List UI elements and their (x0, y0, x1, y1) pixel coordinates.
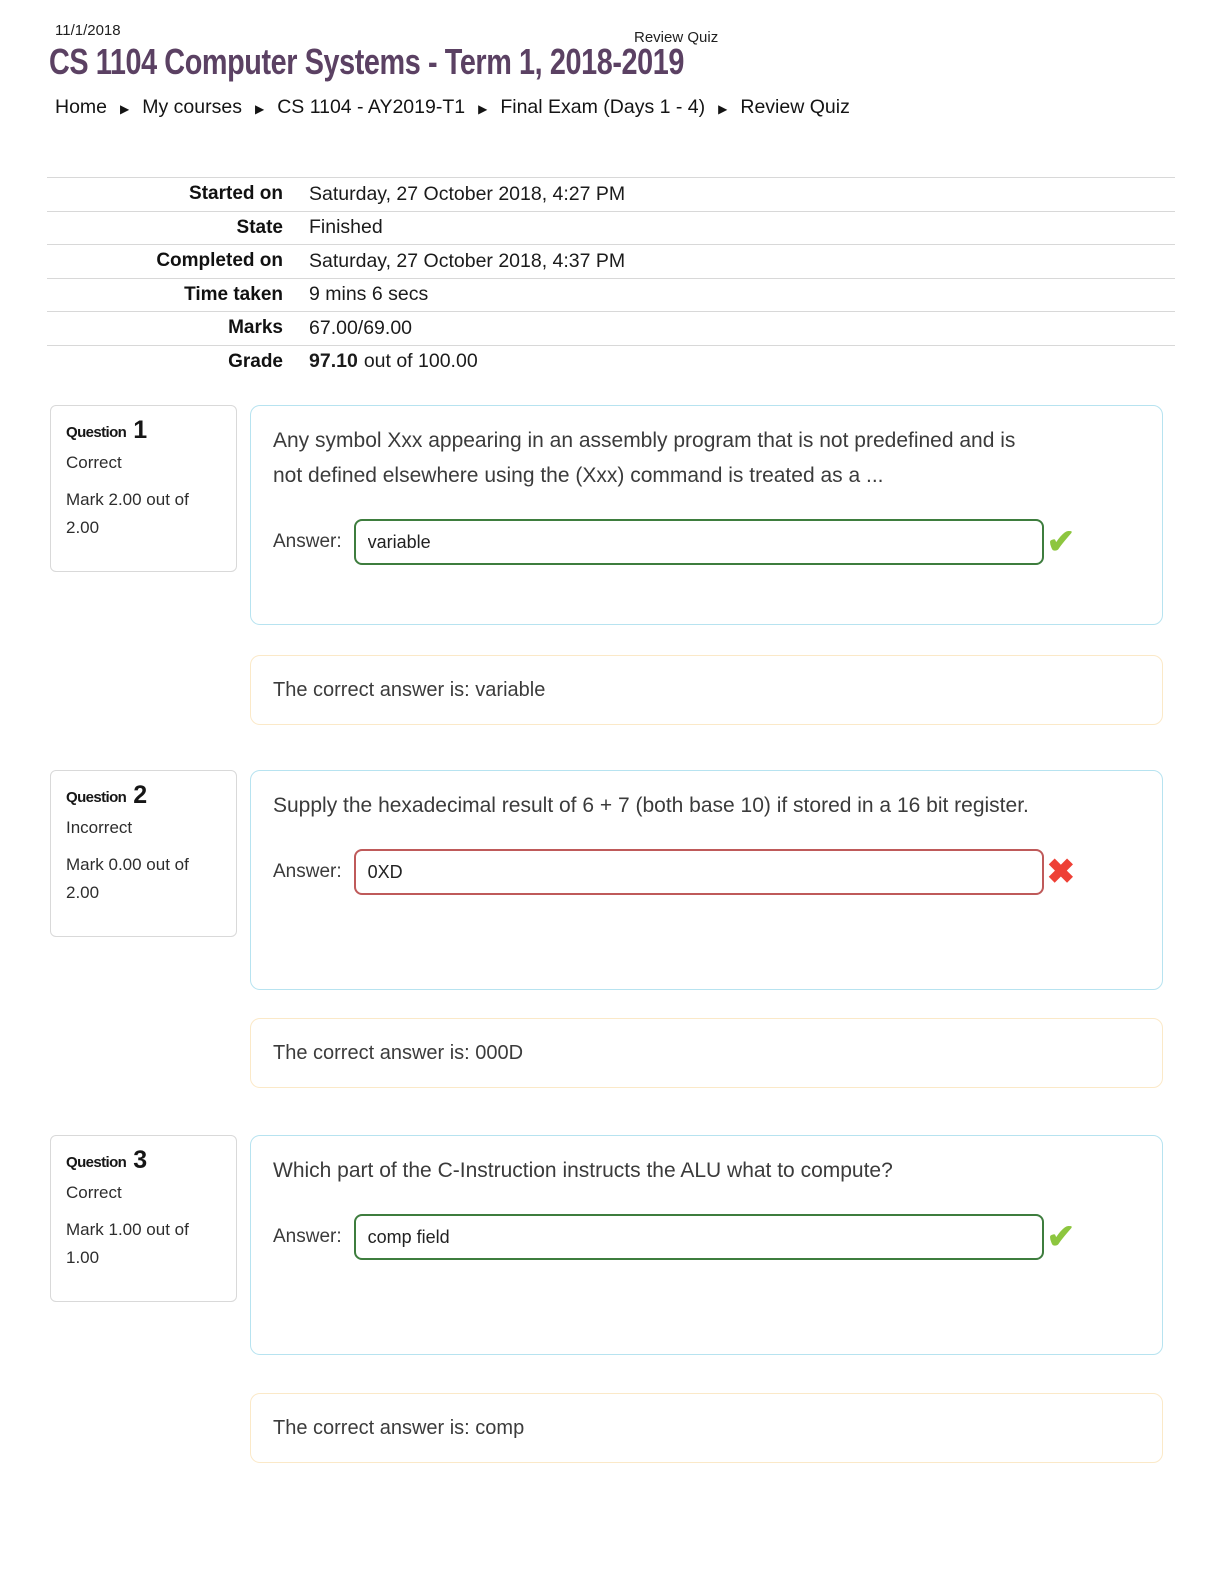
answer-label: Answer: (273, 861, 342, 882)
summary-label: Completed on (156, 250, 283, 272)
summary-label: Grade (228, 350, 283, 372)
breadcrumb-item-home[interactable]: Home (55, 96, 108, 118)
answer-label: Answer: (273, 1226, 342, 1247)
chevron-right-icon: ▶ (254, 101, 265, 116)
question-text: Supply the hexadecimal result of 6 + 7 (both base 10) if stored in a 16 bit register. (273, 794, 1029, 817)
question-status: Correct (66, 1183, 122, 1202)
question-1-feedback-box (250, 655, 1163, 725)
question-number-row (66, 1146, 221, 1174)
correct-answer-text: The correct answer is: 000D (273, 1041, 524, 1064)
answer-input[interactable] (354, 519, 1044, 565)
chevron-right-icon: ▶ (120, 101, 130, 116)
summary-value: Finished (309, 216, 383, 239)
check-icon: ✔ (1046, 523, 1076, 561)
answer-row (273, 849, 1140, 895)
breadcrumb-item-review-quiz[interactable]: Review Quiz (740, 96, 850, 118)
summary-label: Started on (189, 183, 283, 205)
table-row (47, 311, 1175, 345)
check-icon: ✔ (1046, 1218, 1076, 1256)
summary-label: Time taken (184, 283, 283, 305)
question-label: Question (66, 424, 127, 441)
question-label: Question (66, 789, 127, 806)
question-number: 3 (133, 1146, 148, 1174)
question-status: Correct (66, 453, 122, 472)
question-mark: Mark 0.00 out of 2.00 (66, 855, 189, 902)
table-row (47, 177, 1175, 211)
answer-input[interactable] (354, 849, 1044, 895)
chevron-right-icon: ▶ (718, 101, 728, 116)
question-1-content-box (250, 405, 1163, 625)
question-mark: Mark 2.00 out of 2.00 (66, 490, 189, 537)
question-2-info-box (50, 770, 237, 937)
summary-value: 67.00/69.00 (309, 316, 413, 339)
cross-icon: ✖ (1046, 853, 1076, 891)
attempt-summary-table (47, 177, 1175, 378)
question-2-content-box (250, 770, 1163, 990)
breadcrumb-item-my-courses[interactable]: My courses (142, 96, 242, 118)
print-header-title: Review Quiz (634, 29, 719, 46)
table-row (47, 345, 1175, 379)
question-number: 2 (133, 781, 148, 809)
breadcrumb-item-course[interactable]: CS 1104 - AY2019-T1 (277, 96, 466, 118)
table-row (47, 211, 1175, 245)
answer-row (273, 1214, 1140, 1260)
summary-value-grade (309, 350, 478, 373)
question-mark: Mark 1.00 out of 1.00 (66, 1220, 189, 1267)
question-3-feedback-box (250, 1393, 1163, 1463)
question-text: Which part of the C-Instruction instructs the ALU what to compute? (273, 1159, 893, 1182)
summary-label: Marks (228, 317, 283, 339)
table-row (47, 278, 1175, 312)
grade-value: 97.10 (309, 350, 358, 373)
correct-answer-text: The correct answer is: variable (273, 678, 546, 701)
question-number-row (66, 781, 221, 809)
summary-label: State (236, 216, 283, 238)
question-1-info-box (50, 405, 237, 572)
answer-label: Answer: (273, 531, 342, 552)
question-status: Incorrect (66, 818, 133, 837)
question-3-info-box (50, 1135, 237, 1302)
grade-scale: out of 100.00 (363, 350, 478, 373)
answer-row (273, 519, 1140, 565)
summary-value: Saturday, 27 October 2018, 4:37 PM (309, 249, 626, 272)
correct-answer-text: The correct answer is: comp (273, 1416, 525, 1439)
summary-value: Saturday, 27 October 2018, 4:27 PM (309, 182, 626, 205)
page-title: CS 1104 Computer Systems - Term 1, 2018-2019 (49, 41, 684, 82)
question-label: Question (66, 1154, 127, 1171)
table-row (47, 244, 1175, 278)
question-number: 1 (133, 416, 148, 444)
question-text: Any symbol Xxx appearing in an assembly program that is not predefined and is not defined elsewhere using the (Xxx) command is treated as a ... (273, 429, 1016, 487)
breadcrumb-item-exam[interactable]: Final Exam (Days 1 - 4) (500, 96, 706, 118)
print-date: 11/1/2018 (55, 22, 121, 39)
answer-input[interactable] (354, 1214, 1044, 1260)
question-2-feedback-box (250, 1018, 1163, 1088)
summary-value: 9 mins 6 secs (309, 283, 429, 306)
question-3-content-box (250, 1135, 1163, 1355)
breadcrumb (55, 96, 850, 119)
chevron-right-icon: ▶ (478, 101, 488, 116)
question-number-row (66, 416, 221, 444)
